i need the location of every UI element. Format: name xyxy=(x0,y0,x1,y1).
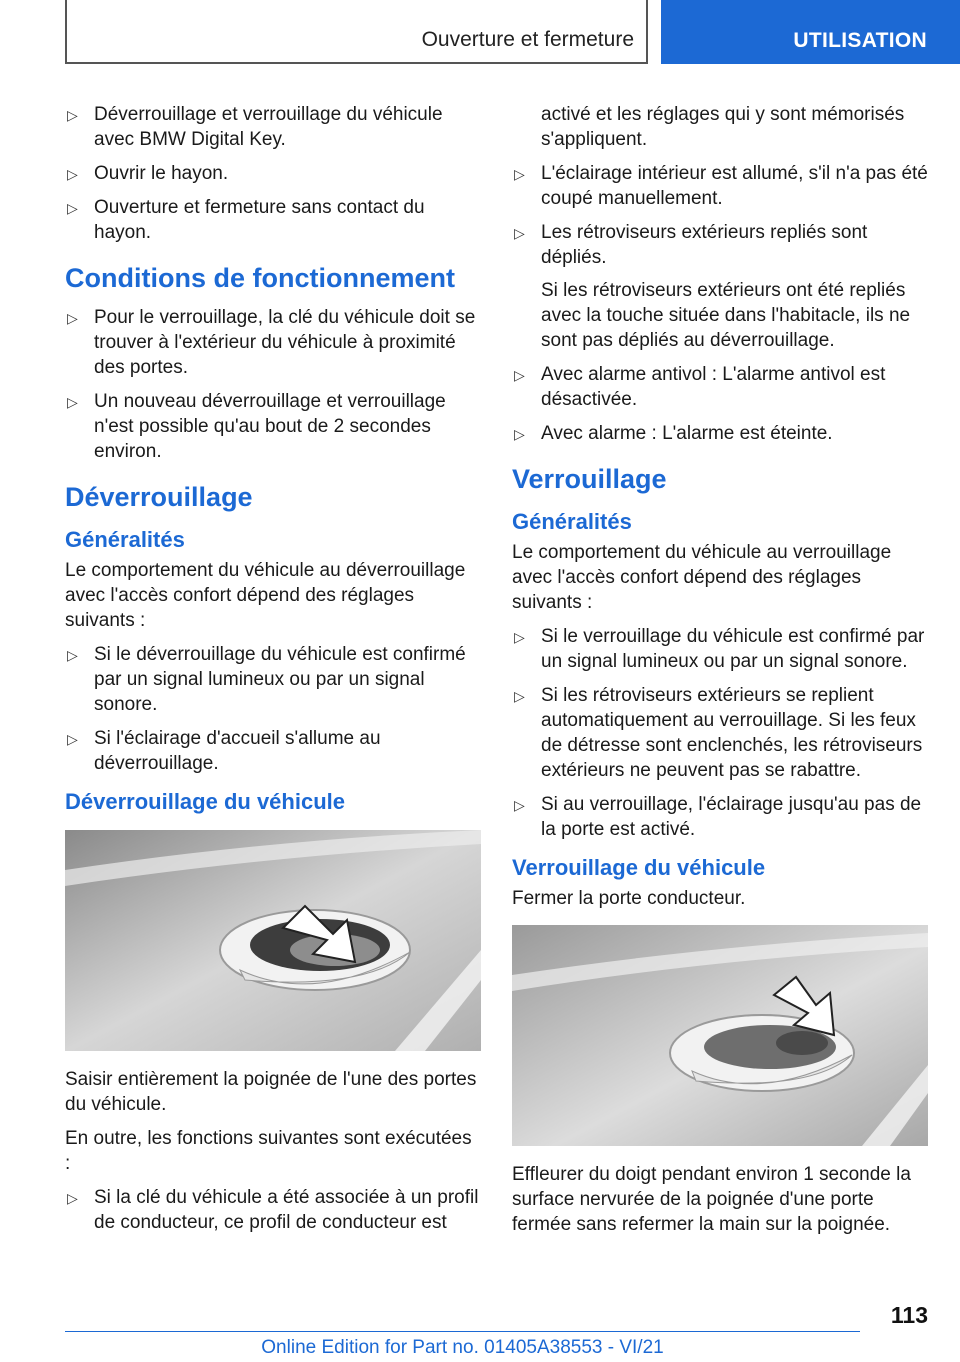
lock-settings-list xyxy=(512,624,928,842)
triangle-bullet-icon: ▷ xyxy=(67,310,78,326)
list-item: ▷ Si au verrouillage, l'éclairage jusqu'au pas de la porte est activé. xyxy=(514,794,922,840)
triangle-bullet-icon: ▷ xyxy=(67,1190,78,1206)
footer-divider xyxy=(65,1331,860,1332)
list-item: ▷ Avec alarme antivol : L'alarme antivol est désactivée. xyxy=(514,364,886,410)
lock-vehicle-heading: Verrouillage du véhicule xyxy=(512,855,766,880)
triangle-bullet-icon: ▷ xyxy=(514,426,525,442)
list-item: ▷ Les rétroviseurs extérieurs repliés sont dépliés. Si les rétroviseurs extérieurs ont été repliés avec la touche située dans l'habitacle, ils ne sont pas dépliés au déverrouillage. xyxy=(512,220,928,353)
triangle-bullet-icon: ▷ xyxy=(67,731,78,747)
triangle-bullet-icon: ▷ xyxy=(514,367,525,383)
general-heading: Généralités xyxy=(65,527,185,552)
footer-edition: Online Edition for Part no. 01405A38553 - VI/21 xyxy=(261,1337,664,1358)
triangle-bullet-icon: ▷ xyxy=(67,107,78,123)
triangle-bullet-icon: ▷ xyxy=(67,200,78,216)
list-item: ▷ Si la clé du véhicule a été associée à un profil de conducteur, ce profil de conducteur est xyxy=(67,1187,479,1233)
list-item: ▷ Ouverture et fermeture sans contact du hayon. xyxy=(67,197,425,243)
unlock-heading: Déverrouillage xyxy=(65,482,253,512)
door-handle-touch-illustration xyxy=(512,925,928,1146)
touch-text: Effleurer du doigt pendant environ 1 seconde la surface nervurée de la poignée d'une porte fermée sans refermer la main sur la poignée. xyxy=(512,1164,911,1235)
list-item: ▷ Déverrouillage et verrouillage du véhicule avec BMW Digital Key. xyxy=(67,104,443,150)
page-header xyxy=(0,0,960,66)
unlock-vehicle-heading: Déverrouillage du véhicule xyxy=(65,789,345,814)
also-list xyxy=(65,1185,481,1235)
unlock-functions-list xyxy=(512,161,928,446)
section-tab xyxy=(65,0,648,64)
continued-text: activé et les réglages qui y sont mémorisés s'appliquent. xyxy=(541,104,905,150)
list-item: ▷ Si les rétroviseurs extérieurs se replient automatiquement au verrouillage. Si les feux de détresse sont enclenchés, les rétroviseurs extérieurs ne peuvent pas se rabattre. xyxy=(514,685,923,781)
list-item: ▷ Ouvrir le hayon. xyxy=(65,161,481,186)
left-column xyxy=(65,102,481,1244)
list-item: ▷ L'éclairage intérieur est allumé, s'il n'a pas été coupé manuellement. xyxy=(514,163,928,209)
list-item: ▷ Un nouveau déverrouillage et verrouillage n'est possible qu'au bout de 2 secondes environ. xyxy=(67,391,446,462)
triangle-bullet-icon: ▷ xyxy=(514,225,525,241)
grip-text: Saisir entièrement la poignée de l'une des portes du véhicule. xyxy=(65,1069,477,1115)
list-item: ▷ Si l'éclairage d'accueil s'allume au déverrouillage. xyxy=(67,728,381,774)
triangle-bullet-icon: ▷ xyxy=(67,166,78,182)
intro-list xyxy=(65,102,481,245)
list-item: ▷ Si le déverrouillage du véhicule est confirmé par un signal lumineux ou par un signal sonore. xyxy=(67,644,466,715)
triangle-bullet-icon: ▷ xyxy=(67,647,78,663)
chapter-title: UTILISATION xyxy=(793,29,927,52)
triangle-bullet-icon: ▷ xyxy=(514,629,525,645)
triangle-bullet-icon: ▷ xyxy=(514,797,525,813)
also-text: En outre, les fonctions suivantes sont exécutées : xyxy=(65,1128,472,1174)
page-number: 113 xyxy=(890,1302,928,1328)
list-item: ▷ Si le verrouillage du véhicule est confirmé par un signal lumineux ou par un signal sonore. xyxy=(514,626,925,672)
door-handle-grip-illustration xyxy=(65,830,481,1051)
triangle-bullet-icon: ▷ xyxy=(514,688,525,704)
list-item: ▷ Avec alarme : L'alarme est éteinte. xyxy=(512,421,928,446)
mirror-note: Si les rétroviseurs extérieurs ont été repliés avec la touche située dans l'habitacle, ils ne sont pas dépliés au déverrouillage. xyxy=(541,280,911,351)
close-text: Fermer la porte conducteur. xyxy=(512,888,746,909)
general-text: Le comportement du véhicule au déverrouillage avec l'accès confort dépend des réglages suivants : xyxy=(65,560,466,631)
unlock-settings-list xyxy=(65,642,481,776)
triangle-bullet-icon: ▷ xyxy=(67,394,78,410)
section-title: Ouverture et fermeture xyxy=(421,28,634,51)
triangle-bullet-icon: ▷ xyxy=(514,166,525,182)
lock-general-heading: Généralités xyxy=(512,509,632,534)
chapter-tab xyxy=(661,0,960,64)
conditions-list xyxy=(65,305,481,464)
list-item: ▷ Pour le verrouillage, la clé du véhicule doit se trouver à l'extérieur du véhicule à proximité des portes. xyxy=(67,307,476,378)
lock-heading: Verrouillage xyxy=(512,464,667,494)
lock-general-text: Le comportement du véhicule au verrouillage avec l'accès confort dépend des réglages suivants : xyxy=(512,542,892,613)
right-column xyxy=(512,102,928,1246)
conditions-heading: Conditions de fonctionnement xyxy=(65,263,455,293)
